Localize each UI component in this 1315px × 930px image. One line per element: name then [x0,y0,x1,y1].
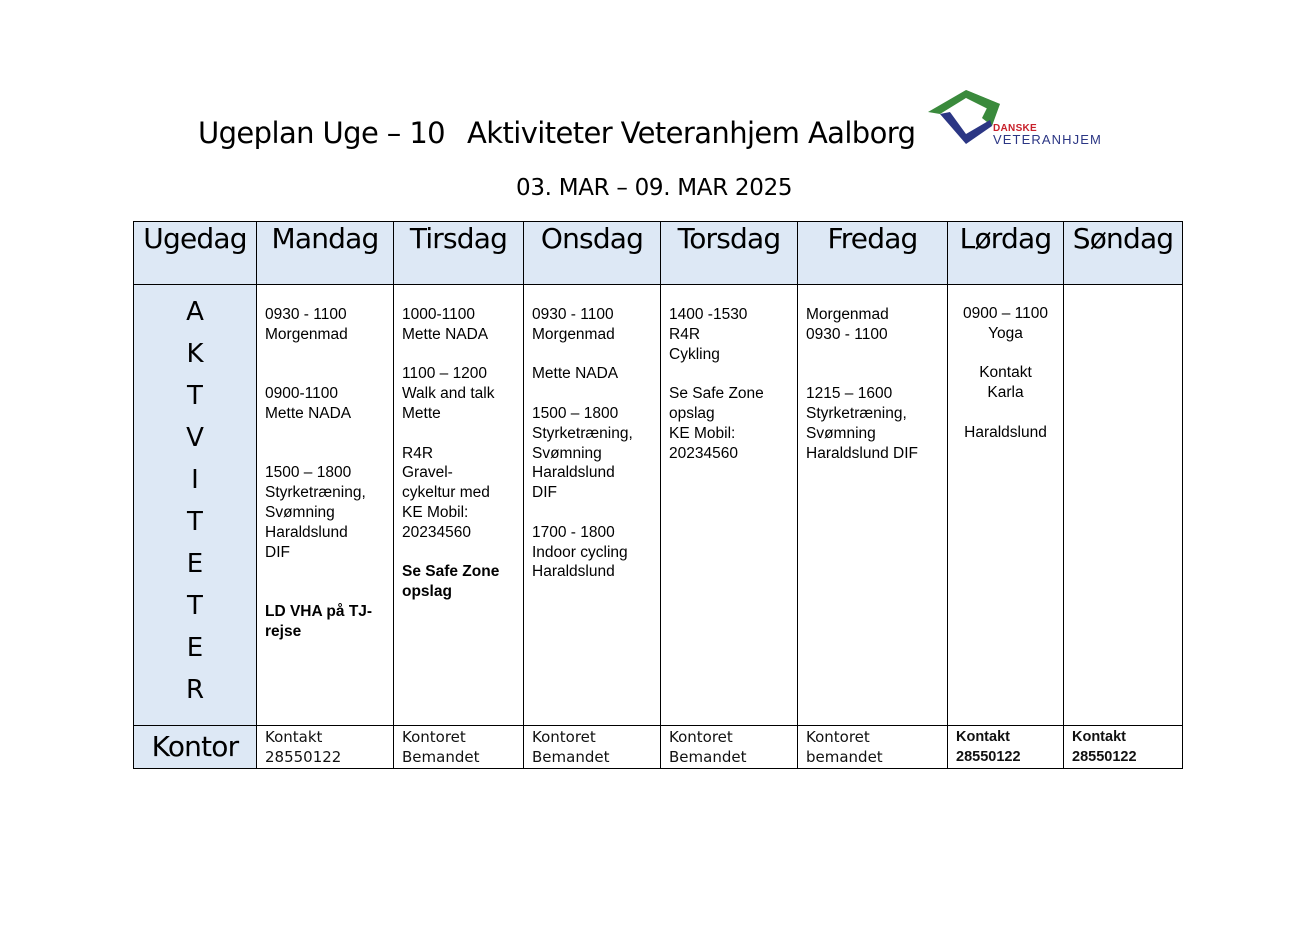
side-letter: V [186,423,204,453]
activity-line [265,345,385,365]
activity-line: 1700 - 1800 [532,523,615,541]
activity-line: opslag [402,583,452,601]
title-activities: Aktiviteter Veteranhjem Aalborg [467,116,916,150]
office-cell-sunday [1064,726,1183,769]
activity-line: Morgenmad [532,325,615,343]
activity-cell-thursday [661,285,798,726]
activity-line: Gravel- [402,464,453,482]
office-cell-monday [257,726,394,769]
side-letter: R [185,675,205,705]
activity-line: opslag [669,404,715,422]
activity-line: LD VHA på TJ- [265,602,373,620]
activities-row [134,285,1183,726]
activity-line [956,344,1055,364]
activity-line [532,345,652,365]
office-line1: Kontakt [265,728,323,746]
office-line1: Kontoret [402,728,466,746]
activity-line: Styrketræning, [532,424,633,442]
activity-line: Styrketræning, [806,404,907,422]
activity-cell-tuesday [394,285,524,726]
activity-line: Haraldslund [964,423,1047,441]
activity-line: R4R [402,444,434,462]
activity-line: 1000-1100 [402,306,475,323]
activity-line: Se Safe Zone [402,563,500,581]
office-cell-tuesday [394,726,524,769]
header-day-saturday: Lørdag [948,222,1064,285]
side-letter: T [187,591,203,621]
side-letter: E [186,633,204,663]
office-line2: 28550122 [956,749,1021,765]
activity-line: KE Mobil: [402,503,469,521]
activity-line: KE Mobil: [669,424,736,442]
office-cell-saturday [948,726,1064,769]
activity-line: Se Safe Zone [669,385,764,403]
side-letter: A [186,297,204,327]
activity-line [265,444,385,464]
activity-line: Mette NADA [265,404,352,422]
activity-line: Mette [402,404,441,422]
office-cell-friday [798,726,948,769]
activity-line: R4R [669,325,701,343]
office-line2: 28550122 [1072,749,1137,765]
activities-label [134,285,257,726]
activity-line: 0900 – 1100 [962,305,1049,322]
side-letter: T [187,507,203,537]
activity-line: Svømning [532,444,602,462]
activity-cell-sunday [1064,285,1183,726]
side-letter: I [191,465,199,495]
activity-line: 1215 – 1600 [806,385,893,403]
activity-line: Morgenmad [265,325,348,343]
activity-line [265,562,385,582]
activity-line [402,345,515,365]
office-line2: 28550122 [265,748,342,766]
activity-line [265,424,385,444]
header-day-sunday: Søndag [1064,222,1183,285]
activity-line: Indoor cycling [532,543,628,561]
activity-line [265,582,385,602]
office-line1: Kontakt [956,729,1010,745]
activity-line [402,424,515,444]
activity-line: Karla [987,384,1024,402]
header-day-wednesday: Onsdag [524,222,661,285]
activity-cell-friday [798,285,948,726]
activity-line: DIF [532,484,557,502]
activity-line: 20234560 [669,444,738,462]
activity-line: Mette NADA [402,325,489,343]
office-line1: Kontakt [1072,729,1126,745]
activity-line: Morgenmad [806,306,889,323]
activity-line: Svømning [806,424,876,442]
activity-line: cykeltur med [402,484,490,502]
activity-line: 0930 - 1100 [265,306,347,323]
office-label-cell [134,726,257,769]
office-cell-thursday [661,726,798,769]
header-day-friday: Fredag [798,222,948,285]
activity-line: DIF [265,543,290,561]
activity-line: Mette NADA [532,365,619,383]
logo-text-danske: DANSKE [993,123,1038,134]
activity-line: Svømning [265,503,335,521]
activity-line: Styrketræning, [265,484,366,502]
activity-line: 1500 – 1800 [532,404,619,422]
activity-line: Kontakt [979,364,1032,382]
header-row [134,222,1183,285]
activity-line [532,503,652,523]
office-line1: Kontoret [532,728,596,746]
office-cell-wednesday [524,726,661,769]
header-day-monday: Mandag [257,222,394,285]
activity-line: 0930 - 1100 [806,325,888,343]
title-week: Ugeplan Uge – 10 [198,116,446,150]
date-range: 03. MAR – 09. MAR 2025 [516,175,793,201]
activity-line [806,364,939,384]
office-line1: Kontoret [669,728,733,746]
weekly-plan-table [133,221,1183,769]
activity-line: 1500 – 1800 [265,464,352,482]
office-row [134,726,1183,769]
office-line2: bemandet [806,748,883,766]
page-title [198,116,915,150]
activity-line [402,543,515,563]
office-line2: Bemandet [669,748,747,766]
activity-line [806,345,939,365]
side-letter: T [187,381,203,411]
vertical-label [134,285,256,711]
side-letter: K [186,339,204,369]
activity-line: Cykling [669,345,720,363]
activity-line: rejse [265,622,302,640]
activity-line: Walk and talk [402,385,495,403]
activity-line [532,384,652,404]
header-day-tuesday: Tirsdag [394,222,524,285]
logo-text-veteranhjem: VETERANHJEM [993,132,1102,147]
activity-cell-saturday [948,285,1064,726]
office-label: Kontor [151,730,239,763]
activity-cell-monday [257,285,394,726]
side-letter: E [186,549,204,579]
activity-line: 1100 – 1200 [402,365,488,383]
activity-line: Haraldslund DIF [806,444,918,462]
activity-line: 1400 -1530 [669,306,748,323]
activity-cell-wednesday [524,285,661,726]
activity-line: 20234560 [402,523,471,541]
activity-line [956,403,1055,423]
activity-line: Yoga [988,324,1023,342]
office-line2: Bemandet [532,748,610,766]
activity-line: Haraldslund [265,523,348,541]
header-day-thursday: Torsdag [661,222,798,285]
header-weekday: Ugedag [134,222,257,285]
office-line2: Bemandet [402,748,480,766]
activity-line [669,364,789,384]
activity-line: 0900-1100 [265,385,338,403]
activity-line: Haraldslund [532,563,615,581]
activity-line [265,364,385,384]
activity-line: Haraldslund [532,464,615,482]
activity-line: 0930 - 1100 [532,306,614,323]
office-line1: Kontoret [806,728,870,746]
